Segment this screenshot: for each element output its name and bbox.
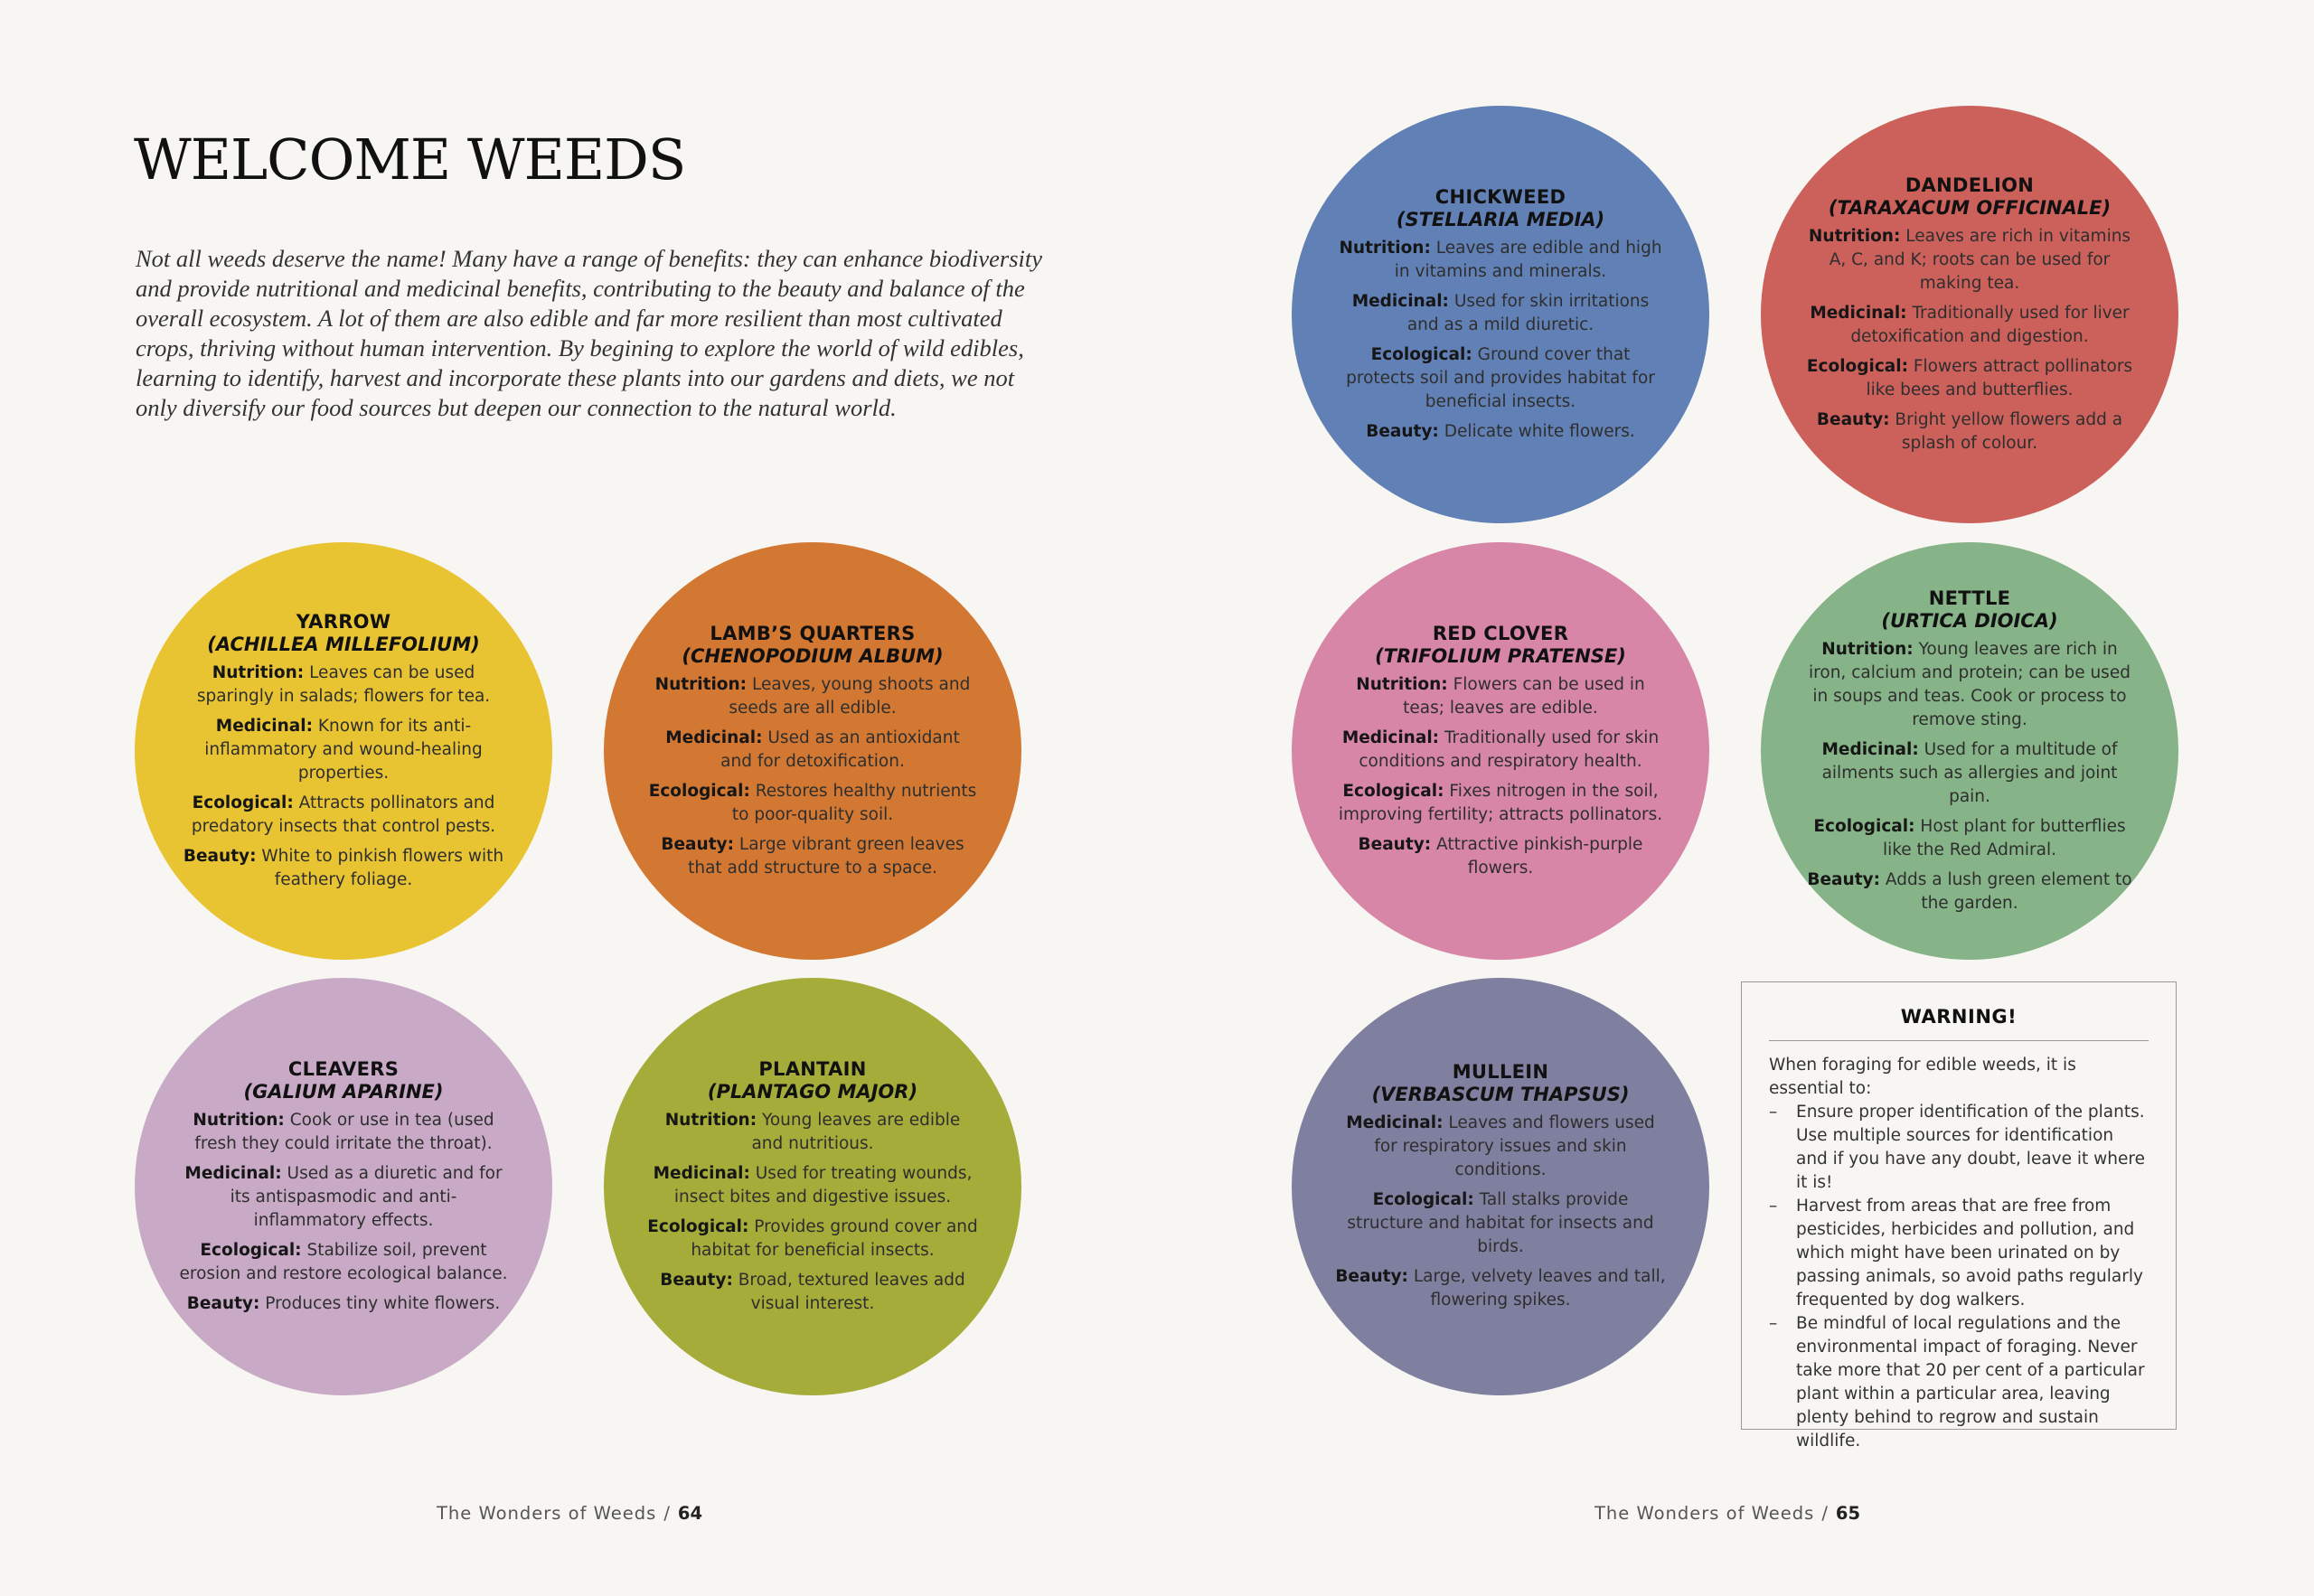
beauty-value: Adds a lush green element to the garden.	[1885, 869, 2132, 913]
medicinal-value: Used as an antioxidant and for detoxification.	[720, 728, 960, 771]
weed-name: CLEAVERS	[287, 1057, 400, 1080]
beauty-value: Produces tiny white flowers.	[265, 1293, 501, 1313]
beauty-value: White to pinkish flowers with feathery foliage.	[261, 846, 504, 889]
medicinal-value: Traditionally used for skin conditions and respiratory health.	[1359, 728, 1660, 771]
nutrition-value: Leaves, young shoots and seeds are all edible.	[729, 674, 971, 718]
page-number: 64	[677, 1503, 703, 1524]
warning-list-item	[1769, 1312, 2149, 1453]
warning-box	[1741, 981, 2177, 1450]
ecological-text	[1335, 1188, 1666, 1259]
ecological-label: Ecological:	[200, 1240, 302, 1260]
ecological-value: Fixes nitrogen in the soil, improving fertility; attracts pollinators.	[1338, 781, 1663, 824]
dash-bullet: –	[1769, 1314, 1778, 1333]
ecological-text	[178, 792, 509, 839]
warning-list	[1769, 1101, 2149, 1453]
medicinal-label: Medicinal:	[1351, 291, 1449, 311]
beauty-text	[647, 833, 978, 880]
weed-latin-name: (URTICA DIOICA)	[1881, 609, 2058, 632]
nutrition-label: Nutrition:	[193, 1110, 285, 1130]
beauty-text	[1804, 868, 2135, 915]
medicinal-label: Medicinal:	[653, 1163, 750, 1183]
ecological-value: Stabilize soil, prevent erosion and restore ecological balance.	[179, 1240, 508, 1283]
medicinal-value: Used for a multitude of ailments such as allergies and joint pain.	[1821, 739, 2118, 806]
warning-item-text: Be mindful of local regulations and the environmental impact of foraging. Never take more that 20 per cent of a particular plant within a particular area, leaving plenty behind to regrow and sustain wildlife.	[1796, 1314, 2145, 1450]
weed-latin-name: (TRIFOLIUM PRATENSE)	[1375, 644, 1626, 667]
beauty-label: Beauty:	[661, 834, 734, 854]
nutrition-text	[647, 1109, 978, 1156]
warning-item-text: Ensure proper identification of the plants. Use multiple sources for identification and if you have any doubt, leave it where it is!	[1796, 1103, 2145, 1192]
weed-name: CHICKWEED	[1434, 185, 1566, 208]
medicinal-text	[647, 727, 978, 774]
weed-name: PLANTAIN	[758, 1057, 867, 1080]
medicinal-text	[1335, 290, 1666, 337]
beauty-label: Beauty:	[1807, 869, 1880, 889]
ecological-label: Ecological:	[1806, 356, 1909, 376]
weed-name: YARROW	[296, 610, 391, 633]
nutrition-value: Leaves can be used sparingly in salads; flowers for tea.	[196, 662, 491, 706]
ecological-text	[178, 1239, 509, 1286]
ecological-text	[1804, 355, 2135, 402]
ecological-text	[647, 1216, 978, 1263]
weed-card-plantain	[604, 978, 1021, 1395]
medicinal-label: Medicinal:	[1821, 739, 1919, 759]
weed-name: RED CLOVER	[1432, 622, 1569, 644]
footer-left	[437, 1503, 702, 1524]
ecological-value: Provides ground cover and habitat for beneficial insects.	[691, 1216, 978, 1260]
medicinal-text	[1804, 302, 2135, 349]
nutrition-value: Young leaves are edible and nutritious.	[751, 1110, 961, 1153]
weed-name: MULLEIN	[1452, 1061, 1549, 1083]
ecological-label: Ecological:	[1372, 1190, 1474, 1209]
medicinal-text	[1804, 738, 2135, 809]
weed-latin-name: (TARAXACUM OFFICINALE)	[1828, 196, 2112, 219]
beauty-value: Delicate white flowers.	[1444, 421, 1635, 441]
page-title: WELCOME WEEDS	[134, 127, 686, 192]
ecological-value: Tall stalks provide structure and habitat for insects and birds.	[1347, 1190, 1654, 1256]
beauty-value: Broad, textured leaves add visual interest.	[738, 1270, 965, 1313]
nutrition-label: Nutrition:	[1356, 674, 1448, 694]
medicinal-text	[178, 715, 509, 785]
nutrition-value: Leaves are edible and high in vitamins and minerals.	[1394, 238, 1662, 281]
weed-card-nettle	[1761, 542, 2178, 960]
weed-latin-name: (STELLARIA MEDIA)	[1396, 208, 1605, 230]
medicinal-label: Medicinal:	[215, 716, 314, 736]
footer-book-title: The Wonders of Weeds	[1594, 1503, 1815, 1524]
nutrition-text	[1335, 237, 1666, 284]
medicinal-text	[1335, 1112, 1666, 1182]
beauty-label: Beauty:	[1358, 834, 1432, 854]
warning-item-text: Harvest from areas that are free from pesticides, herbicides and pollution, and which might have been urinated on by passing animals, so avoid paths regularly frequented by dog walkers.	[1796, 1197, 2143, 1310]
beauty-label: Beauty:	[1366, 421, 1439, 441]
medicinal-value: Used for skin irritations and as a mild diuretic.	[1406, 291, 1650, 334]
beauty-text	[647, 1269, 978, 1316]
weed-card-lambs-quarters	[604, 542, 1021, 960]
nutrition-value: Flowers can be used in teas; leaves are edible.	[1403, 674, 1645, 718]
nutrition-text	[1804, 638, 2135, 732]
beauty-text	[1335, 833, 1666, 880]
medicinal-value: Used for treating wounds, insect bites and digestive issues.	[673, 1163, 973, 1206]
ecological-text	[647, 780, 978, 827]
weed-card-chickweed	[1292, 106, 1709, 523]
warning-intro: When foraging for edible weeds, it is essential to:	[1769, 1056, 2076, 1098]
nutrition-label: Nutrition:	[1339, 238, 1431, 258]
ecological-label: Ecological:	[648, 781, 750, 801]
weed-card-dandelion	[1761, 106, 2178, 523]
nutrition-value: Leaves are rich in vitamins A, C, and K; roots can be used for making tea.	[1829, 226, 2131, 293]
medicinal-text	[1335, 727, 1666, 774]
beauty-label: Beauty:	[1335, 1267, 1408, 1286]
nutrition-label: Nutrition:	[664, 1110, 757, 1130]
ecological-value: Attracts pollinators and predatory insects that control pests.	[191, 793, 496, 836]
medicinal-value: Traditionally used for liver detoxification and digestion.	[1850, 303, 2130, 346]
beauty-label: Beauty:	[186, 1293, 260, 1313]
ecological-label: Ecological:	[647, 1216, 749, 1236]
ecological-label: Ecological:	[1813, 816, 1915, 836]
footer-separator: /	[663, 1503, 671, 1524]
nutrition-text	[178, 1109, 509, 1156]
nutrition-text	[1335, 673, 1666, 720]
ecological-text	[1335, 780, 1666, 827]
ecological-value: Ground cover that protects soil and provides habitat for beneficial insects.	[1346, 344, 1655, 411]
medicinal-value: Used as a diuretic and for its antispasmodic and anti-inflammatory effects.	[230, 1163, 503, 1230]
medicinal-value: Leaves and flowers used for respiratory issues and skin conditions.	[1374, 1113, 1655, 1179]
ecological-label: Ecological:	[1370, 344, 1472, 364]
page-number: 65	[1835, 1503, 1861, 1524]
beauty-value: Attractive pinkish-purple flowers.	[1436, 834, 1643, 878]
weed-name: NETTLE	[1928, 587, 2011, 609]
weed-card-mullein	[1292, 978, 1709, 1395]
ecological-text	[1335, 343, 1666, 414]
weed-latin-name: (ACHILLEA MILLEFOLIUM)	[207, 633, 480, 655]
ecological-value: Host plant for butterflies like the Red Admiral.	[1882, 816, 2126, 859]
warning-list-item	[1769, 1195, 2149, 1312]
weed-latin-name: (GALIUM APARINE)	[243, 1080, 444, 1103]
beauty-value: Large vibrant green leaves that add structure to a space.	[688, 834, 964, 878]
weed-latin-name: (CHENOPODIUM ALBUM)	[682, 644, 944, 667]
medicinal-label: Medicinal:	[1810, 303, 1907, 323]
footer-separator: /	[1821, 1503, 1829, 1524]
weed-name: DANDELION	[1905, 174, 2035, 196]
medicinal-label: Medicinal:	[665, 728, 763, 747]
ecological-value: Restores healthy nutrients to poor-quality soil.	[731, 781, 977, 824]
warning-title: WARNING!	[1769, 1006, 2149, 1041]
intro-paragraph: Not all weeds deserve the name! Many have a range of benefits: they can enhance biodiversity and provide nutritional and medicinal benefits, contributing to the beauty and balance of the overall ecosystem. A lot of them are also edible and far more resilient than most cultivated crops, thriving without human intervention. By begining to explore the world of wild edibles, learning to identify, harvest and incorporate these plants into our gardens and diets, we not only diversify our food sources but deepen our connection to the natural world.	[136, 245, 1043, 421]
beauty-label: Beauty:	[1816, 409, 1890, 429]
nutrition-text	[647, 673, 978, 720]
weed-card-cleavers	[135, 978, 552, 1395]
dash-bullet: –	[1769, 1197, 1778, 1216]
medicinal-text	[178, 1162, 509, 1233]
medicinal-label: Medicinal:	[1341, 728, 1440, 747]
ecological-value: Flowers attract pollinators like bees and butterflies.	[1866, 356, 2133, 399]
beauty-text	[187, 1292, 500, 1316]
beauty-value: Bright yellow flowers add a splash of colour.	[1895, 409, 2123, 453]
nutrition-label: Nutrition:	[1821, 639, 1914, 659]
dash-bullet: –	[1769, 1103, 1778, 1122]
nutrition-label: Nutrition:	[1808, 226, 1901, 246]
footer-right	[1594, 1503, 1860, 1524]
beauty-text	[1335, 1265, 1666, 1312]
beauty-label: Beauty:	[183, 846, 257, 866]
medicinal-label: Medicinal:	[184, 1163, 282, 1183]
beauty-label: Beauty:	[660, 1270, 733, 1290]
weed-card-yarrow	[135, 542, 552, 960]
warning-list-item	[1769, 1101, 2149, 1195]
weed-latin-name: (PLANTAGO MAJOR)	[707, 1080, 918, 1103]
nutrition-text	[1804, 225, 2135, 296]
beauty-value: Large, velvety leaves and tall, flowering spikes.	[1413, 1267, 1666, 1310]
weed-card-red-clover	[1292, 542, 1709, 960]
ecological-label: Ecological:	[1342, 781, 1444, 801]
beauty-text	[1366, 420, 1635, 444]
beauty-text	[178, 845, 509, 892]
beauty-text	[1804, 408, 2135, 455]
medicinal-value: Known for its anti-inflammatory and wound-healing properties.	[204, 716, 483, 783]
footer-book-title: The Wonders of Weeds	[437, 1503, 657, 1524]
ecological-label: Ecological:	[192, 793, 294, 812]
nutrition-value: Young leaves are rich in iron, calcium and protein; can be used in soups and teas. Cook or process to remove sting.	[1809, 639, 2131, 729]
nutrition-label: Nutrition:	[212, 662, 305, 682]
nutrition-value: Cook or use in tea (used fresh they could irritate the throat).	[194, 1110, 494, 1153]
weed-latin-name: (VERBASCUM THAPSUS)	[1371, 1084, 1630, 1105]
ecological-text	[1804, 815, 2135, 862]
nutrition-text	[178, 662, 509, 709]
medicinal-text	[647, 1162, 978, 1209]
weed-name: LAMB’S QUARTERS	[710, 622, 916, 644]
medicinal-label: Medicinal:	[1346, 1113, 1444, 1132]
nutrition-label: Nutrition:	[654, 674, 748, 694]
